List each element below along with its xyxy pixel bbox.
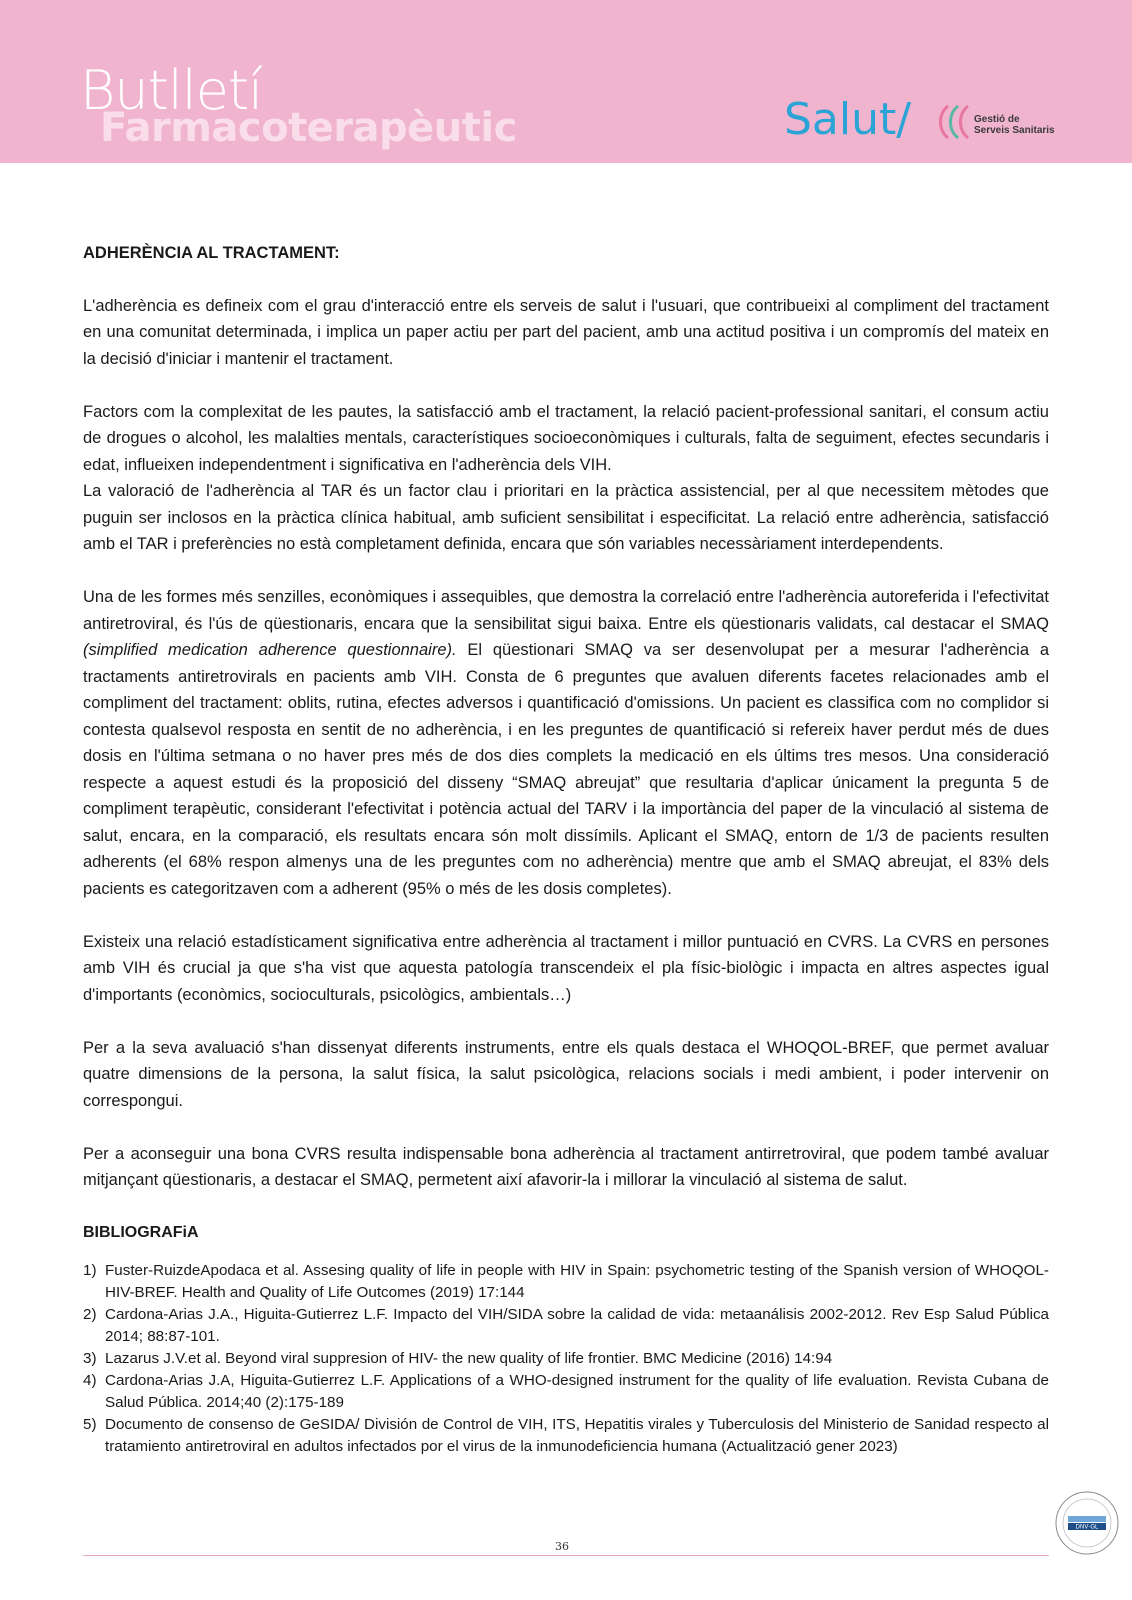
reference-text: Fuster-RuizdeApodaca et al. Assesing quality of life in people with HIV in Spain: psychometric testing of the Spanish version of WHOQOL-HIV-BREF. Health and Quality of Life Outcomes (2019) 17:144	[105, 1262, 1049, 1301]
bibliography-heading: BIBLIOGRAFiA	[83, 1224, 199, 1241]
reference-item	[83, 1260, 1049, 1304]
reference-number: 3)	[83, 1350, 97, 1367]
logo-org-line1: Gestió de	[974, 114, 1020, 125]
reference-text: Lazarus J.V.et al. Beyond viral suppresion of HIV- the new quality of life frontier. BMC Medicine (2016) 14:94	[105, 1350, 833, 1367]
paragraph-whoqol: Per a la seva avaluació s'han dissenyat diferents instruments, entre els quals destaca el WHOQOL-BREF, que permet avaluar quatre dimensions de la persona, la salut física, la salut psicològica, relacions socials i medi ambient, i poder intervenir on correspongui.	[83, 1038, 1049, 1110]
page-header	[0, 0, 1132, 163]
paragraph-definition: L'adherència es defineix com el grau d'interacció entre els serveis de salut i l'usuari, que contribueixi al compliment del tractament en una comunitat determinada, i implica un paper actiu per part del pacient, amb una actitud positiva i un compromís del mateix en la decisió d'iniciar i mantenir el tractament.	[83, 296, 1049, 368]
reference-number: 4)	[83, 1372, 97, 1389]
logo-org-line2: Serveis Sanitaris	[974, 125, 1055, 136]
reference-number: 5)	[83, 1416, 97, 1433]
article-body	[83, 240, 1049, 1458]
paragraph-factors: Factors com la complexitat de les pautes, la satisfacció amb el tractament, la relació pacient-professional sanitari, el consum actiu de drogues o alcohol, les malalties mentals, característiques socioeconòmiques i culturals, falta de seguiment, efectes secundaris i edat, influeixen independentment i significativa en l'adherència dels VIH.	[83, 402, 1049, 474]
reference-text: Cardona-Arias J.A, Higuita-Gutierrez L.F. Applications of a WHO-designed instrument for the quality of life evaluation. Revista Cubana de Salud Pública. 2014;40 (2):175-189	[105, 1372, 1049, 1411]
smaq-italic: (simplified medication adherence questionnaire).	[83, 641, 457, 659]
reference-item	[83, 1370, 1049, 1414]
page-number: 36	[555, 1540, 569, 1553]
reference-text: Documento de consenso de GeSIDA/ División de Control de VIH, ITS, Hepatitis virales y Tuberculosis del Ministerio de Sanidad respecto al tratamiento antiretroviral en adultos infectados por el virus de la inmunodeficiencia humana (Actualització gener 2023)	[105, 1416, 1049, 1455]
paragraph-cvrs: Existeix una relació estadísticament significativa entre adherència al tractament i millor puntuació en CVRS. La CVRS en persones amb VIH és crucial ja que s'ha vist que aquesta patología transcendeix el pla físic-biològic i impacta en altres aspectes igual d'importants (econòmics, socioculturals, psicològics, ambientals…)	[83, 932, 1049, 1004]
reference-text: Cardona-Arias J.A., Higuita-Gutierrez L.F. Impacto del VIH/SIDA sobre la calidad de vida: metaanálisis 2002-2012. Rev Esp Salud Pública 2014; 88:87-101.	[105, 1306, 1049, 1345]
publication-title-line1: Butlletí	[80, 59, 263, 122]
cert-label: DNV·GL	[1075, 1524, 1099, 1531]
reference-number: 1)	[83, 1262, 97, 1279]
section-heading: ADHERÈNCIA AL TRACTAMENT:	[83, 244, 340, 262]
reference-item	[83, 1348, 1049, 1370]
bibliography-list	[83, 1260, 1049, 1458]
reference-number: 2)	[83, 1306, 97, 1323]
publication-title-line2: Farmacoterapèutic	[100, 105, 517, 151]
logo-salut-text: Salut/	[784, 94, 912, 145]
reference-item	[83, 1414, 1049, 1458]
footer-divider	[83, 1555, 1049, 1556]
paragraph-smaq	[83, 584, 1049, 902]
reference-item	[83, 1304, 1049, 1348]
logo-org-name	[974, 114, 1055, 136]
dnv-gl-certification-seal-icon	[1054, 1490, 1120, 1556]
paragraph-conclusion: Per a aconseguir una bona CVRS resulta indispensable bona adherència al tractament antirretroviral, que podem també avaluar mitjançant qüestionaris, a destacar el SMAQ, permetent així afavorir-la i millorar la vinculació al sistema de salut.	[83, 1144, 1049, 1189]
paragraph-valuation: La valoració de l'adherència al TAR és un factor clau i prioritari en la pràctica assistencial, per al que necessitem mètodes que puguin ser inclosos en la pràctica clínica habitual, amb suficient sensibilitat i especificitat. La relació entre adherència, satisfacció amb el TAR i preferències no està completament definida, encara que són variables necessàriament interdependents.	[83, 482, 1049, 553]
smaq-text-a: Una de les formes més senzilles, econòmiques i assequibles, que demostra la correlació entre l'adherència autoreferida i l'efectivitat antiretroviral, és l'ús de qüestionaris, encara que la sensibilitat sigui baixa. Entre els qüestionaris validats, cal destacar el SMAQ	[83, 588, 1049, 633]
smaq-text-b: El qüestionari SMAQ va ser desenvolupat per a mesurar l'adherència a tractaments antiretrovirals en pacients amb VIH. Consta de 6 preguntes que avaluen diferents facetes relacionades amb el compliment del tractament: oblits, rutina, efectes adversos i quantificació d'omissions. Un pacient es classifica com no complidor si contesta qualsevol resposta en sentit de no adherència, i en les preguntes de quantificació si refereix haver perdut més de dues dosis en l'última setmana o no haver pres més de dos dies complets la medicació en els últims tres mesos. Una consideració respecte a aquest estudi és la proposició del disseny “SMAQ abreujat” que resultaria d'aplicar únicament la pregunta 5 de compliment terapèutic, considerant l'efectivitat i potència actual del TARV i la importància del paper de la vinculació al sistema de salut, encara, en la comparació, els resultats encara són molt dissímils. Aplicant el SMAQ, entorn de 1/3 de pacients resulten adherents (el 68% respon almenys una de les preguntes com no adherència) mentre que amb el SMAQ abreujat, el 83% dels pacients es categoritzaven com a adherent (95% o més de les dosis completes).	[83, 641, 1049, 898]
